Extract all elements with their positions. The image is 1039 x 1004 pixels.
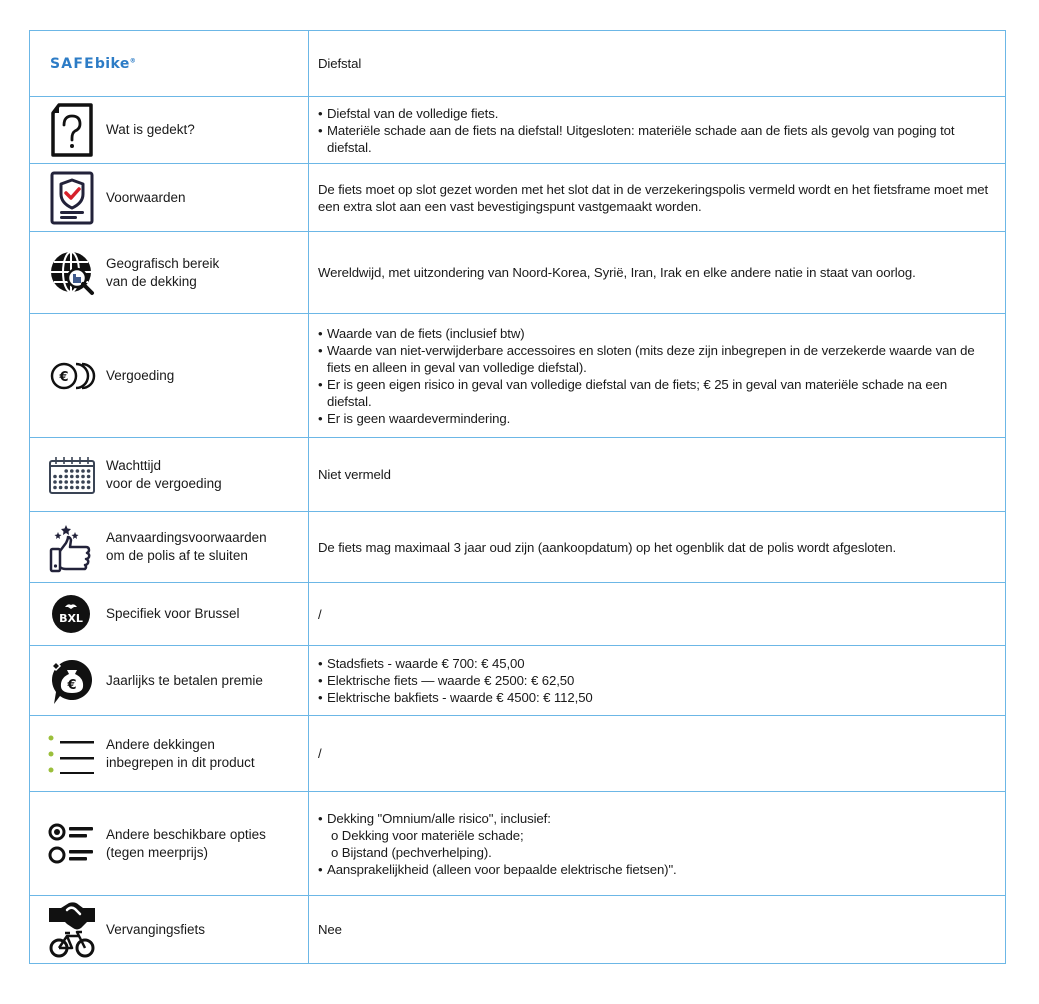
list-item: • Er is geen eigen risico in geval van volledige diefstal van de fiets; € 25 in geval van materiële schade na een diefstal. — [318, 376, 995, 410]
row-label: Wat is gedekt? — [106, 122, 195, 137]
list-item: • Stadsfiets - waarde € 700: € 45,00 — [318, 655, 995, 672]
money-bag-euro-icon — [46, 655, 98, 707]
list-item: • Diefstal van de volledige fiets. — [318, 105, 995, 122]
coverage-table — [29, 30, 1006, 964]
coverage-summary-sheet — [29, 30, 1006, 964]
list-item: • Dekking "Omnium/alle risico", inclusief: o Dekking voor materiële schade; o Bijstand (pechverhelping). — [318, 810, 995, 861]
table-row — [30, 792, 1006, 896]
table-row — [30, 896, 1006, 964]
bullet-list — [318, 655, 995, 706]
sub-list — [327, 827, 995, 861]
radio-options-icon — [46, 818, 98, 870]
bxl-badge-icon — [46, 588, 98, 640]
value-text: De fiets moet op slot gezet worden met het slot dat in de verzekeringspolis vermeld wordt en het fietsframe moet met een extra slot aan een vast bevestigingspunt vastgemaakt worden. — [318, 181, 989, 214]
bullet-list — [318, 810, 995, 878]
value-cell — [309, 896, 1006, 964]
product-cell — [309, 31, 1006, 97]
bullet-list — [318, 325, 995, 427]
value-cell — [309, 314, 1006, 438]
handshake-bicycle-icon — [46, 904, 98, 956]
question-document-icon — [46, 104, 98, 156]
label-cell — [30, 97, 309, 164]
value-cell — [309, 97, 1006, 164]
row-label: Andere beschikbare opties (tegen meerprijs) — [106, 826, 266, 860]
value-cell — [309, 438, 1006, 512]
value-text: Niet vermeld — [318, 467, 391, 482]
value-text: / — [318, 606, 322, 622]
list-icon — [46, 728, 98, 780]
row-label: Vergoeding — [106, 367, 175, 383]
value-text: Wereldwijd, met uitzondering van Noord-Korea, Syrië, Iran, Irak en elke andere natie in staat van oorlog. — [318, 265, 916, 280]
row-label: Andere dekkingen inbegrepen in dit product — [106, 736, 255, 770]
list-item: • Elektrische bakfiets - waarde € 4500: € 112,50 — [318, 689, 995, 706]
label-cell — [30, 164, 309, 232]
label-cell — [30, 438, 309, 512]
row-label: Wachttijd voor de vergoeding — [106, 457, 222, 491]
label-cell — [30, 896, 309, 964]
table-row — [30, 97, 1006, 164]
label-cell — [30, 314, 309, 438]
label-cell — [30, 232, 309, 314]
row-label: Specifiek voor Brussel — [106, 606, 240, 621]
value-cell — [309, 792, 1006, 896]
safebike-logo — [30, 56, 308, 72]
table-row — [30, 164, 1006, 232]
table-row — [30, 512, 1006, 583]
table-row-header — [30, 31, 1006, 97]
value-cell — [309, 164, 1006, 232]
value-cell — [309, 583, 1006, 646]
shield-check-document-icon — [46, 172, 98, 224]
logo-registered: ® — [129, 56, 136, 64]
logo-caps: SAFE — [50, 55, 95, 72]
value-cell — [309, 512, 1006, 583]
value-text: De fiets mag maximaal 3 jaar oud zijn (aankoopdatum) op het ogenblik dat de polis wordt afgesloten. — [318, 539, 897, 555]
table-row — [30, 314, 1006, 438]
product-name: Diefstal — [318, 56, 362, 71]
euro-coins-icon — [46, 350, 98, 402]
row-label: Jaarlijks te betalen premie — [106, 672, 263, 688]
list-item: • Elektrische fiets — waarde € 2500: € 62,50 — [318, 672, 995, 689]
table-row — [30, 232, 1006, 314]
globe-search-icon — [46, 247, 98, 299]
svg-text:€: € — [59, 369, 69, 385]
sub-list-item: o Dekking voor materiële schade; — [331, 827, 524, 843]
calendar-icon — [46, 449, 98, 501]
label-cell — [30, 512, 309, 583]
row-label: Vervangingsfiets — [106, 921, 206, 937]
thumbs-up-stars-icon — [46, 521, 98, 573]
bullet-list — [318, 105, 995, 156]
value-cell — [309, 232, 1006, 314]
table-row — [30, 583, 1006, 646]
logo-lower: bike — [94, 55, 130, 72]
brand-cell — [30, 31, 309, 97]
row-label: Aanvaardingsvoorwaarden om de polis af te sluiten — [106, 530, 267, 563]
list-item: • Waarde van niet-verwijderbare accessoires en sloten (mits deze zijn inbegrepen in de verzekerde waarde van de fiets en alleen in geval van volledige diefstal). — [318, 342, 995, 376]
sub-list-item: o Bijstand (pechverhelping). — [331, 844, 492, 860]
row-label: Voorwaarden — [106, 189, 186, 205]
label-cell — [30, 716, 309, 792]
svg-text:BXL: BXL — [59, 612, 83, 625]
row-label: Geografisch bereik van de dekking — [106, 255, 220, 289]
label-cell — [30, 646, 309, 716]
table-row — [30, 438, 1006, 512]
list-item: • Waarde van de fiets (inclusief btw) — [318, 325, 995, 342]
table-row — [30, 646, 1006, 716]
label-cell — [30, 583, 309, 646]
value-text: Nee — [318, 922, 342, 937]
table-row — [30, 716, 1006, 792]
svg-text:€: € — [67, 677, 77, 693]
list-item: • Er is geen waardevermindering. — [318, 410, 995, 427]
value-text: / — [318, 746, 322, 761]
value-cell — [309, 646, 1006, 716]
value-cell — [309, 716, 1006, 792]
list-item: • Aansprakelijkheid (alleen voor bepaalde elektrische fietsen)". — [318, 861, 995, 878]
label-cell — [30, 792, 309, 896]
list-item: • Materiële schade aan de fiets na diefstal! Uitgesloten: materiële schade aan de fiets als gevolg van poging tot diefstal. — [318, 122, 995, 156]
